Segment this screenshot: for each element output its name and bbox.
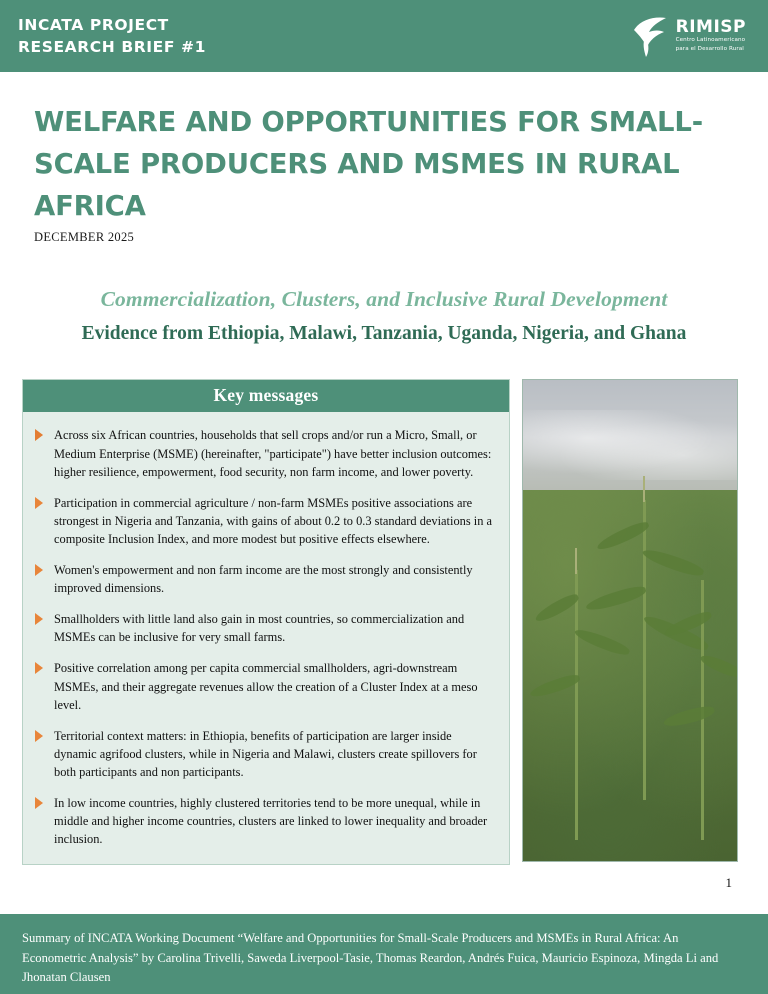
photo-sky — [523, 380, 737, 508]
list-item-text: Women's empowerment and non farm income are the most strongly and consistently improved dimensions. — [54, 563, 473, 596]
footer-summary-text: Summary of INCATA Working Document “Welfare and Opportunities for Small-Scale Producers and MSMEs in Rural Africa: An Econometric Analysis” by Carolina Trivelli, Saweda Liverpool-Tasie, Thomas Reardon, Andrés Fuica, Mauricio Espinoza, Mingda Li and Jhonatan Clausen — [22, 931, 719, 985]
page-footer — [0, 914, 768, 994]
subtitle-block — [0, 287, 768, 345]
logo-title: RIMISP — [675, 16, 746, 37]
content-area — [0, 379, 768, 865]
arrow-bullet-icon — [35, 496, 46, 514]
maize-tassel — [643, 476, 645, 502]
maize-tassel — [575, 548, 577, 574]
title-block — [0, 72, 768, 245]
logo-subtitle-2: para el Desarrollo Rural — [675, 45, 744, 52]
page-header — [0, 0, 768, 72]
page-number: 1 — [725, 875, 732, 890]
arrow-bullet-icon — [35, 661, 46, 679]
maize-stalk — [575, 570, 578, 840]
list-item — [35, 610, 493, 646]
list-item-text: Participation in commercial agriculture / non-farm MSMEs positive associations are strongest in Nigeria and Tanzania, with gains of about 0.2 to 0.3 standard deviations in a composite Inclusion Index, and more modest but positive effects elsewhere. — [54, 495, 492, 546]
list-item — [35, 794, 493, 848]
list-item-text: Across six African countries, households that sell crops and/or run a Micro, Small, or Medium Enterprise (MSME) (hereinafter, "participate") have better inclusion outcomes: higher resilience, empowerment, food security, non farm income, and lower poverty. — [54, 428, 492, 479]
page-title: WELFARE AND OPPORTUNITIES FOR SMALL-SCALE PRODUCERS AND MSMES IN RURAL AFRICA — [34, 106, 703, 222]
key-messages-list — [23, 412, 509, 864]
rimisp-logo — [630, 14, 746, 58]
key-messages-panel — [22, 379, 510, 865]
brief-line-2: RESEARCH BRIEF #1 — [18, 38, 207, 56]
list-item — [35, 561, 493, 597]
list-item — [35, 727, 493, 781]
arrow-bullet-icon — [35, 729, 46, 747]
arrow-bullet-icon — [35, 563, 46, 581]
list-item-text: Territorial context matters: in Ethiopia, benefits of participation are larger inside dynamic agrifood clusters, while in Nigeria and Malawi, clusters create spillovers for both participants and non participants. — [54, 728, 477, 780]
list-item — [35, 659, 493, 713]
publication-date: DECEMBER 2025 — [34, 230, 135, 245]
brief-identifier — [18, 14, 206, 59]
subtitle-countries: Evidence from Ethiopia, Malawi, Tanzania, Uganda, Nigeria, and Ghana — [81, 323, 687, 345]
logo-subtitle-1: Centro Latinoamericano — [675, 37, 746, 44]
key-messages-heading: Key messages — [23, 380, 509, 412]
subtitle-italic: Commercialization, Clusters, and Inclusive Rural Development — [100, 287, 668, 312]
list-item-text: Smallholders with little land also gain in most countries, so commercialization and MSMEs can be inclusive for very small farms. — [54, 612, 465, 645]
list-item-text: Positive correlation among per capita commercial smallholders, agri-downstream MSMEs, and their aggregate revenues allow the creation of a Cluster Index at a meso level. — [54, 661, 478, 712]
arrow-bullet-icon — [35, 796, 46, 814]
maize-stalk — [643, 500, 646, 800]
list-item — [35, 426, 493, 480]
bird-logo-icon — [630, 14, 670, 58]
arrow-bullet-icon — [35, 612, 46, 630]
logo-text-block — [675, 16, 746, 54]
maize-field-photo — [522, 379, 738, 862]
list-item — [35, 494, 493, 548]
list-item-text: In low income countries, highly clustered territories tend to be more unequal, while in middle and higher income countries, clusters are linked to lower inequality and broader inclusion. — [54, 796, 488, 847]
arrow-bullet-icon — [35, 428, 46, 446]
brief-line-1: INCATA PROJECT — [18, 15, 169, 34]
photo-field — [523, 490, 737, 861]
